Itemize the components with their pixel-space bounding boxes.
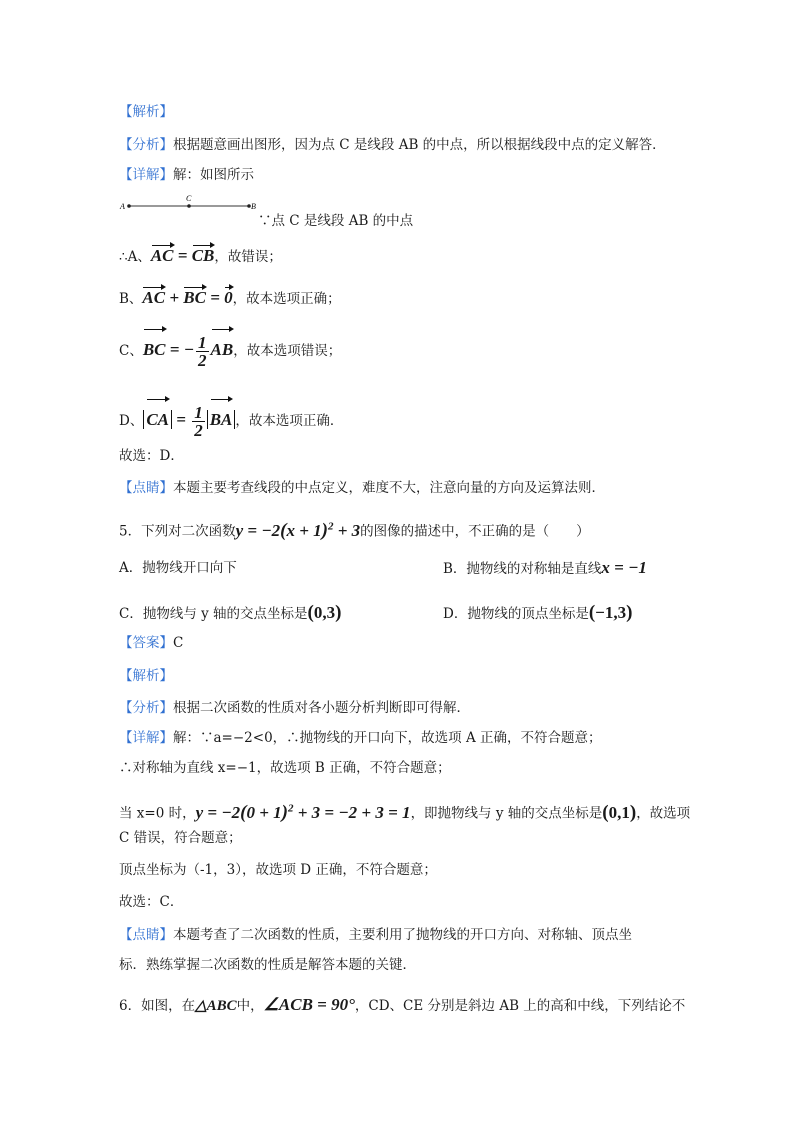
option-d-line xyxy=(119,400,343,441)
q5-detail-line-3 xyxy=(119,798,690,824)
option-c-prefix: C、 xyxy=(119,343,143,359)
q5-detail-text-1: 解：∵a=−2<0，∴抛物线的开口向下，故选项 A 正确，不符合题意； xyxy=(173,730,602,746)
option-d-suffix: ，故本选项正确． xyxy=(235,413,344,429)
q5-option-b xyxy=(443,558,647,579)
q5-option-b-text: B．抛物线的对称轴是直线 xyxy=(443,561,602,577)
question-6-stem xyxy=(119,995,685,1016)
option-d-prefix: D、 xyxy=(119,413,144,429)
analysis-tag: 【分析】 xyxy=(119,137,173,153)
q5-answer-line xyxy=(119,633,183,653)
q5-analysis-tag: 【分析】 xyxy=(119,700,173,716)
formula-abs-ca-half-ba: CA = $\frac{1}{2}$ BA xyxy=(143,410,235,429)
q5-line3-point: (0,1) xyxy=(602,801,637,823)
q5-line3-suffix: ，故选项 xyxy=(636,805,691,822)
q6-angle-acb: ∠ACB = 90° xyxy=(263,995,355,1014)
q6-prefix: 6．如图，在 xyxy=(119,998,196,1014)
q5-choose-line: 故选：C． xyxy=(119,894,184,910)
detail-text: 解：如图所示 xyxy=(173,167,254,183)
q5-option-c-formula: (0,3) xyxy=(307,602,342,623)
q6-triangle-abc: △ABC xyxy=(195,998,237,1014)
q5-answer-tag: 【答案】 xyxy=(119,635,173,651)
label-a: A xyxy=(120,202,125,211)
detail-tag: 【详解】 xyxy=(119,167,173,183)
segment-ab-figure xyxy=(119,193,264,215)
q5-line3-mid: ，即抛物线与 y 轴的交点坐标是 xyxy=(410,805,603,822)
option-a-line xyxy=(119,246,282,267)
q5-stem-suffix: 的图像的描述中，不正确的是（ ） xyxy=(360,523,590,540)
q5-option-d xyxy=(443,603,632,624)
q5-detail-tag: 【详解】 xyxy=(119,730,173,746)
section-heading-jiexi: 【解析】 xyxy=(119,104,173,120)
q6-mid: 中， xyxy=(236,998,264,1014)
choose-line-1: 故选：D． xyxy=(119,448,184,464)
since-line: ∵点 C 是线段 AB 的中点 xyxy=(258,213,414,229)
q5-comment-line-2: 标．熟练掌握二次函数的性质是解答本题的关键． xyxy=(119,957,416,973)
q5-option-b-formula: x = −1 xyxy=(601,558,647,577)
label-c: C xyxy=(186,194,192,203)
q5-option-d-formula: (−1,3) xyxy=(588,602,633,623)
comment-tag-1: 【点睛】 xyxy=(119,480,173,496)
q5-analysis-text: 根据二次函数的性质对各小题分析判断即可得解． xyxy=(173,700,470,716)
q5-function-formula: $y = -2(x + 1)^2 + 3$ xyxy=(235,519,361,541)
formula-ac-plus-bc: AC + BC = 0 xyxy=(142,288,233,307)
formula-bc-neg-half-ab: BC = − $\frac{1}{2}$ AB xyxy=(143,340,233,359)
q5-option-d-text: D．抛物线的顶点坐标是 xyxy=(443,606,589,622)
analysis-text: 根据题意画出图形，因为点 C 是线段 AB 的中点，所以根据线段中点的定义解答． xyxy=(173,137,666,153)
comment-line-1 xyxy=(119,478,605,498)
point-c xyxy=(187,204,191,208)
q5-jiexi-heading: 【解析】 xyxy=(119,668,173,684)
q5-detail-line-2: ∴对称轴为直线 x=−1，故选项 B 正确，不符合题意； xyxy=(119,760,451,776)
formula-ac-equals-cb: AC = CB xyxy=(150,246,215,265)
q5-stem-prefix: 5．下列对二次函数 xyxy=(119,523,236,540)
q5-detail-line-5: 顶点坐标为（-1，3），故选项 D 正确，不符合题意； xyxy=(119,862,437,878)
option-b-suffix: ，故本选项正确； xyxy=(232,291,341,307)
q5-option-c-text: C．抛物线与 y 轴的交点坐标是 xyxy=(119,606,308,622)
option-c-line xyxy=(119,330,341,371)
q5-analysis-line xyxy=(119,698,470,718)
comment-text-1: 本题主要考查线段的中点定义，难度不大，注意向量的方向及运算法则． xyxy=(173,480,605,496)
q5-comment-tag: 【点睛】 xyxy=(119,927,173,943)
option-a-prefix: ∴A、 xyxy=(119,249,151,265)
q5-comment-text-1: 本题考查了二次函数的性质，主要利用了抛物线的开口方向、对称轴、顶点坐 xyxy=(173,927,632,943)
q5-answer: C xyxy=(173,635,184,651)
q5-line3-prefix: 当 x=0 时， xyxy=(119,805,196,822)
option-a-suffix: ，故错误； xyxy=(214,249,282,265)
q6-suffix: ，CD、CE 分别是斜边 AB 上的高和中线，下列结论不 xyxy=(354,998,686,1014)
detail-line xyxy=(119,165,254,185)
q5-option-a: A．抛物线开口向下 xyxy=(119,560,237,576)
option-b-prefix: B、 xyxy=(119,291,143,307)
q5-detail-line-4: C 错误，符合题意； xyxy=(119,830,242,846)
label-b: B xyxy=(251,202,256,211)
point-a xyxy=(127,204,131,208)
q5-line3-formula: $y = -2(0 + 1)^2 + 3 = -2 + 3 = 1$ xyxy=(195,801,411,823)
q5-comment-line-1 xyxy=(119,925,632,945)
question-5-stem xyxy=(119,516,590,542)
q5-detail-line-1 xyxy=(119,728,602,748)
option-b-line xyxy=(119,288,341,309)
option-c-suffix: ，故本选项错误； xyxy=(233,343,342,359)
analysis-line xyxy=(119,135,666,155)
q5-option-c xyxy=(119,603,341,624)
